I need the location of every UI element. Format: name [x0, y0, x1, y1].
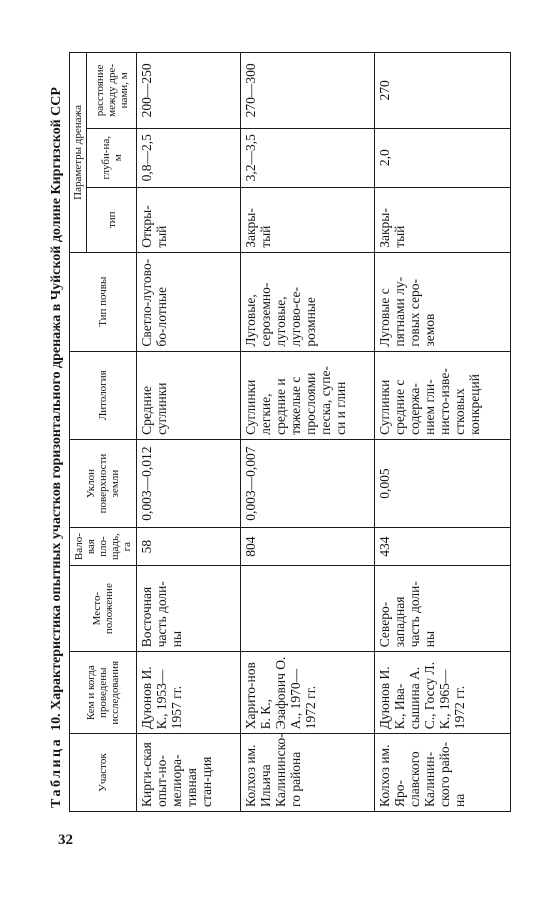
col-header-drain-type: тип — [87, 187, 137, 252]
cell-location: Восточная часть доли-ны — [137, 566, 241, 652]
cell-soil: Луговые, сероземно-луговые, лугово-се-розмные — [241, 252, 375, 351]
cell-lithology: Суглинки средние с содержа-нием гли-нисто-изве-стковых конкреций — [375, 351, 511, 439]
caption-text: 10. Характеристика опытных участков горизонтального дренажа в Чуйской долине Киргизской ССР — [49, 87, 64, 731]
header-row-top — [70, 53, 87, 812]
cell-lithology: Суглинки легкие, средние и тяжелые с прослоями песка, супе-си и глин — [241, 351, 375, 439]
col-header-drain-spacing: расстояние между дре-нами, м — [87, 53, 137, 129]
cell-soil: Светло-лугово-бо-лотные — [137, 252, 241, 351]
col-header-area: Вало-вая пло-щадь, га — [70, 528, 137, 566]
col-header-site: Участок — [70, 734, 137, 812]
cell-researcher: Дуюнов И. К., Ива-сышина А. С., Госсу Л. К., 1965—1972 гг. — [375, 652, 511, 734]
col-header-drain-depth: глуби-на, м — [87, 128, 137, 187]
cell-site: Колхоз им. Яро-славского Калинин-ского райо-на — [375, 734, 511, 812]
cell-location: Северо-западная часть доли-ны — [375, 566, 511, 652]
col-header-drain-params: Параметры дренажа — [70, 53, 87, 253]
cell-slope: 0,003—0,012 — [137, 439, 241, 527]
cell-location — [241, 566, 375, 652]
col-header-researcher: Кем и когда проведены исследования — [70, 652, 137, 734]
cell-drain-depth: 2,0 — [375, 128, 511, 187]
drainage-table — [69, 52, 511, 812]
cell-site: Кирги-ская опыт-но-мелиора-тивная стан-ция — [137, 734, 241, 812]
table-row — [375, 53, 511, 812]
cell-drain-spacing: 200—250 — [137, 53, 241, 129]
cell-area: 434 — [375, 528, 511, 566]
caption-label: Таблица — [49, 736, 64, 808]
cell-area: 804 — [241, 528, 375, 566]
cell-researcher: Харито-нов Б. К., Эзафович О. А., 1970—1972 гг. — [241, 652, 375, 734]
cell-drain-spacing: 270—300 — [241, 53, 375, 129]
page-number: 32 — [58, 832, 73, 848]
cell-drain-type: Откры-тый — [137, 187, 241, 252]
cell-site: Колхоз им. Ильича Калининско-го района — [241, 734, 375, 812]
table-row — [241, 53, 375, 812]
cell-lithology: Средние суглинки — [137, 351, 241, 439]
cell-soil: Луговые с пятнами лу-говых серо-земов — [375, 252, 511, 351]
table-row — [137, 53, 241, 812]
cell-slope: 0,005 — [375, 439, 511, 527]
cell-drain-type: Закры-тый — [375, 187, 511, 252]
col-header-lithology: Литология — [70, 351, 137, 439]
col-header-soil: Тип почвы — [70, 252, 137, 351]
cell-drain-depth: 0,8—2,5 — [137, 128, 241, 187]
col-header-slope: Уклон поверхности земли — [70, 439, 137, 527]
cell-drain-spacing: 270 — [375, 53, 511, 129]
rotated-table-block — [45, 52, 515, 812]
cell-researcher: Дуюнов И. К., 1953—1957 гг. — [137, 652, 241, 734]
cell-slope: 0,003—0,007 — [241, 439, 375, 527]
cell-drain-type: Закры-тый — [241, 187, 375, 252]
cell-area: 58 — [137, 528, 241, 566]
col-header-location: Место-положение — [70, 566, 137, 652]
cell-drain-depth: 3,2—3,5 — [241, 128, 375, 187]
table-caption — [45, 52, 69, 812]
